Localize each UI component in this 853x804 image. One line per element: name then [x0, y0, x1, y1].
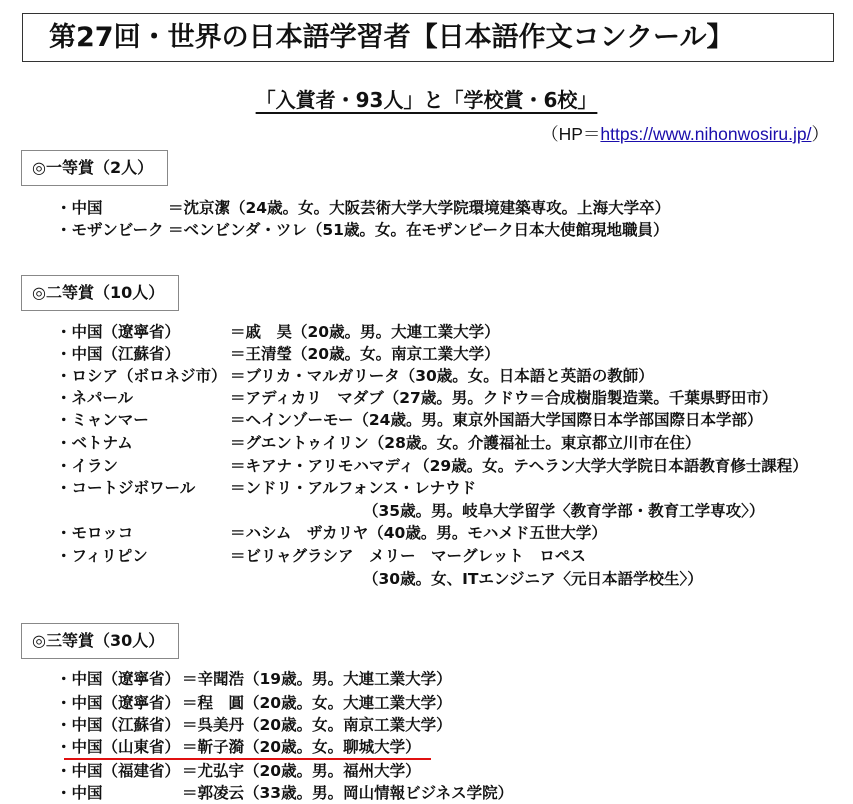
third-prize-heading: ◎三等賞（30人）: [21, 623, 179, 659]
second-prize-row-continuation: （35歳。男。岐阜大学留学〈教育学部・教育工学専攻〉）: [363, 502, 765, 520]
homepage-link[interactable]: https://www.nihonwosiru.jp/: [600, 124, 812, 144]
page-title: 第27回・世界の日本語学習者【日本語作文コンクール】: [22, 13, 834, 62]
homepage-line: （HP＝https://www.nihonwosiru.jp/）: [541, 124, 829, 144]
second-prize-row-continuation: （30歳。女、ITエンジニア〈元日本語学校生〉）: [363, 570, 703, 588]
first-prize-heading: ◎一等賞（2人）: [21, 150, 168, 186]
page-subtitle: 「入賞者・93人」と「学校賞・6校」: [255, 88, 598, 112]
second-prize-heading: ◎二等賞（10人）: [21, 275, 179, 311]
